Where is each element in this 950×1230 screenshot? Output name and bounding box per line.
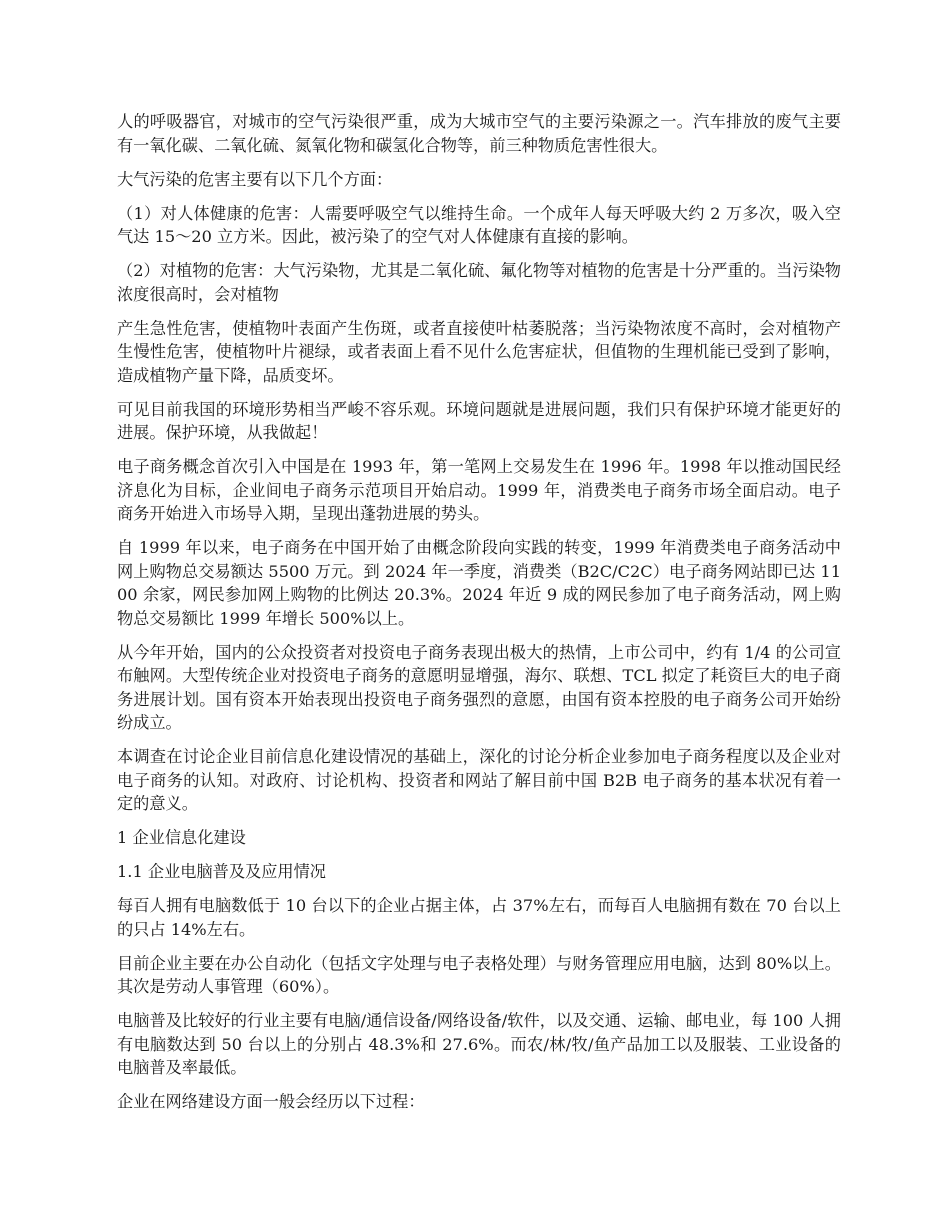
paragraph-plant-harm: （2）对植物的危害：大气污染物，尤其是二氧化硫、氟化物等对植物的危害是十分严重的。当污染物浓度很高时，会对植物 [117, 261, 841, 304]
paragraph-human-health-harm: （1）对人体健康的危害：人需要呼吸空气以维持生命。一个成年人每天呼吸大约 2 万多次，吸入空气达 15～20 立方米。因此，被污染了的空气对人体健康有直接的影响。 [117, 203, 841, 246]
paragraph-vehicle-exhaust: 人的呼吸器官，对城市的空气污染很严重，成为大城市空气的主要污染源之一。汽车排放的废气主要有一氧化碳、二氧化硫、氮氧化物和碳氢化合物等，前三种物质危害性很大。 [117, 112, 841, 155]
section-heading-1: 1 企业信息化建设 [117, 828, 246, 847]
paragraph-ecommerce-growth: 自 1999 年以来，电子商务在中国开始了由概念阶段向实践的转变，1999 年消费类电子商务活动中网上购物总交易额达 5500 万元。到 2024 年一季度，消费类（B2C/C2C）电子商务网站即已达 1100 余家，网民参加网上购物的比例达 20.3%。2024 年近 9 成的网民参加了电子商务活动，网上购物总交易额比 1999 年增长 500%以上。 [117, 538, 841, 628]
paragraph-computer-density: 每百人拥有电脑数低于 10 台以下的企业占据主体，占 37%左右，而每百人电脑拥有数在 70 台以上的只占 14%左右。 [117, 896, 841, 939]
paragraph-computer-applications: 目前企业主要在办公自动化（包括文字处理与电子表格处理）与财务管理应用电脑，达到 80%以上。其次是劳动人事管理（60%）。 [117, 953, 841, 996]
paragraph-plant-harm-continued: 产生急性危害，使植物叶表面产生伤斑，或者直接使叶枯萎脱落；当污染物浓度不高时，会对植物产生慢性危害，使植物叶片褪绿，或者表面上看不见什么危害症状，但值物的生理机能已受到了影响，造成植物产量下降，品质变坏。 [117, 318, 841, 385]
paragraph-ecommerce-investment: 从今年开始，国内的公众投资者对投资电子商务表现出极大的热情，上市公司中，约有 1/4 的公司宣布触网。大型传统企业对投资电子商务的意愿明显增强，海尔、联想、TCL 拟定了耗资巨大的电子商务进展计划。国有资本开始表现出投资电子商务强烈的意愿，由国有资本控股的电子商务公司开始纷纷成立。 [117, 642, 841, 732]
paragraph-environment-conclusion: 可见目前我国的环境形势相当严峻不容乐观。环境问题就是进展问题，我们只有保护环境才能更好的进展。保护环境，从我做起！ [117, 399, 841, 442]
paragraph-industry-penetration: 电脑普及比较好的行业主要有电脑/通信设备/网络设备/软件，以及交通、运输、邮电业，每 100 人拥有电脑数达到 50 台以上的分别占 48.3%和 27.6%。而农/林/牧/鱼产品加工以及服装、工业设备的电脑普及率最低。 [117, 1011, 841, 1077]
paragraph-ecommerce-history: 电子商务概念首次引入中国是在 1993 年，第一笔网上交易发生在 1996 年。1998 年以推动国民经济息化为目标，企业间电子商务示范项目开始启动。1999 年，消费类电子商务市场全面启动。电子商务开始进入市场导入期，呈现出蓬勃进展的势头。 [117, 457, 841, 523]
document-body [117, 110, 841, 1124]
paragraph-survey-purpose: 本调查在讨论企业目前信息化建设情况的基础上，深化的讨论分析企业参加电子商务程度以及企业对电子商务的认知。对政府、讨论机构、投资者和网站了解目前中国 B2B 电子商务的基本状况有着一定的意义。 [117, 747, 841, 813]
paragraph-network-process: 企业在网络建设方面一般会经历以下过程： [117, 1092, 425, 1111]
paragraph-pollution-harms-intro: 大气污染的危害主要有以下几个方面： [117, 169, 393, 189]
section-heading-1-1: 1.1 企业电脑普及及应用情况 [117, 862, 326, 881]
